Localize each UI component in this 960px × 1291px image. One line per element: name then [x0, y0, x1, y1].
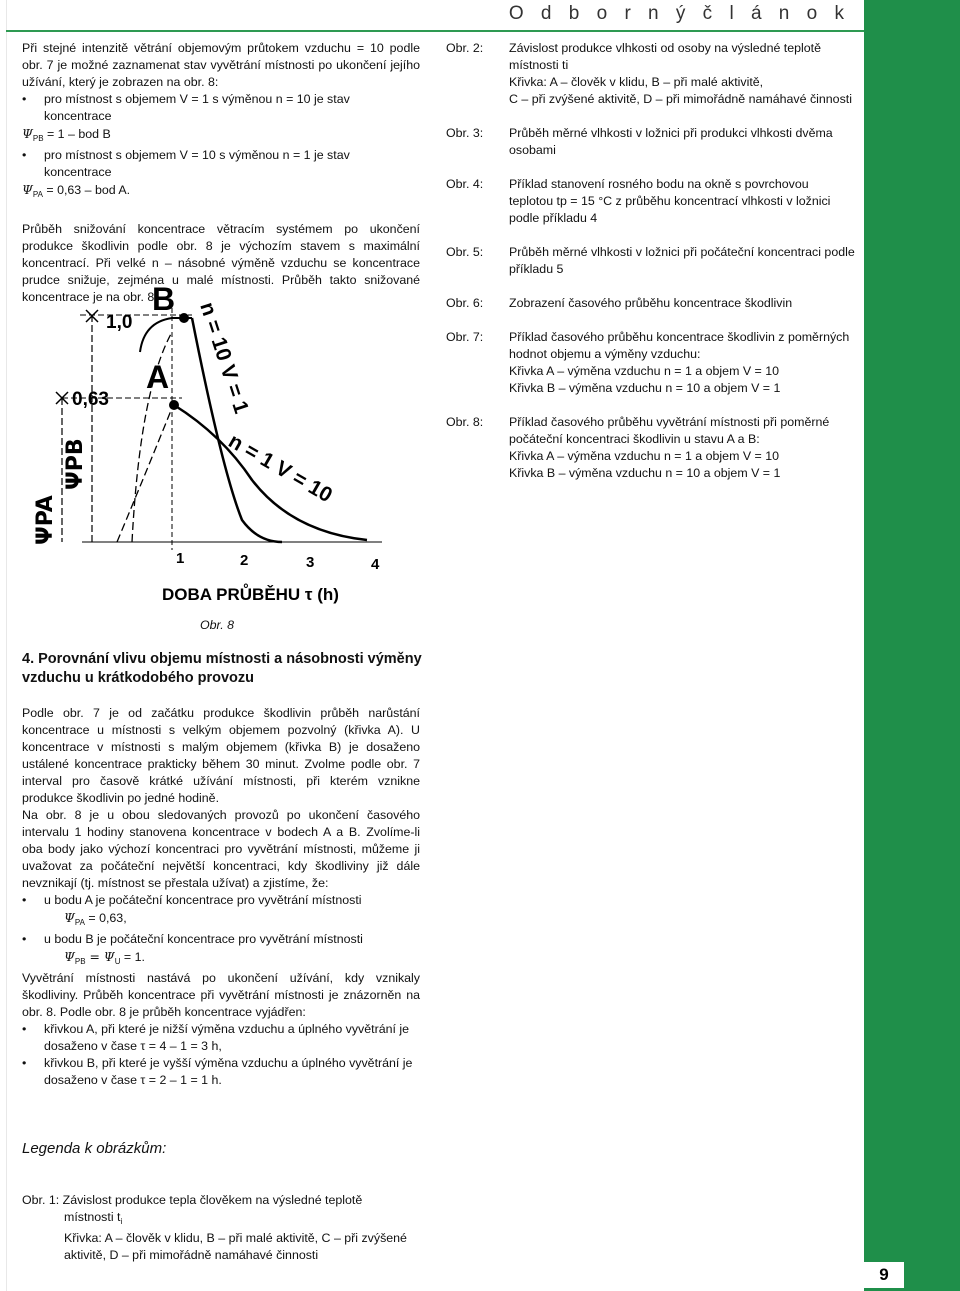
- bullet-item: [22, 892, 420, 909]
- caption-label: Obr. 7:: [446, 330, 484, 344]
- bullet-text: pro místnost s objemem V = 1 s výměnou n = 10 je stav koncentrace: [44, 92, 350, 123]
- x-tick-label: 1: [176, 550, 185, 567]
- y-tick-1: 1,0: [106, 312, 133, 333]
- section-header-title: O d b o r n ý č l á n o k: [508, 3, 850, 24]
- bullet-dot: •: [22, 1056, 27, 1070]
- label-a: A: [146, 359, 170, 395]
- legend-body: [22, 1192, 442, 1264]
- caption-label: Obr. 8:: [446, 415, 484, 429]
- caption-item: [446, 40, 856, 108]
- caption-item: [446, 414, 856, 482]
- x-tick-label: 3: [306, 554, 315, 571]
- x-axis-label: DOBA PRŮBĚHU τ (h): [162, 585, 339, 604]
- figure-obr-8: [22, 270, 420, 610]
- paragraph: Vyvětrání místnosti nastává po ukončení užívání, kdy vznikaly škodliviny. Průběh koncentrace při vyvětrání místnosti je znázorněn na obr. 8. Podle obr. 8 je průběh koncentrace vyjádřen:: [22, 971, 420, 1019]
- caption-label: Obr. 3:: [446, 126, 484, 140]
- caption-text: Příklad časového průběhu vyvětrání místnosti při poměrné počáteční koncentraci škodlivin u stavu A a B: Křivka A – výměna vzduchu n = 1 a objem V = 10 Křivka B – výměna vzduchu n = 10 a objem V = 1: [509, 415, 830, 480]
- right-caption-list: [446, 40, 856, 499]
- green-side-bar: [864, 0, 960, 1291]
- figure-caption: Obr. 8: [200, 618, 234, 632]
- label-psi-pb: ΨPB: [63, 438, 88, 490]
- caption-label: Obr. 2:: [446, 41, 484, 55]
- formula-line: $\Psi_{PB} = \Psi_U = 1$.: [64, 949, 145, 966]
- formula-line: $\Psi_{PA} = 0,63$ – bod A.: [22, 182, 131, 199]
- bullet-dot: •: [22, 1022, 27, 1036]
- header-rule: [6, 30, 864, 32]
- caption-text: Zobrazení časového průběhu koncentrace škodlivin: [509, 296, 793, 310]
- paragraph-intro: Při stejné intenzitě větrání objemovým průtokem vzduchu = 10 podle obr. 7 je možné zaznamenat stav vyvětrání místnosti po ukončení jejího užívání, který je zobrazen na obr. 8:: [22, 41, 420, 89]
- point-a: [169, 400, 179, 410]
- legend-line: Obr. 1: Závislost produkce tepla člověkem na výsledné teplotě: [22, 1193, 363, 1207]
- bullet-item: [22, 91, 420, 125]
- bullet-text: křivkou A, při které je nižší výměna vzduchu a úplného vyvětrání je dosaženo v čase τ = 4 – 1 = 3 h,: [44, 1022, 410, 1053]
- caption-label: Obr. 4:: [446, 177, 484, 191]
- bullet-text: u bodu B je počáteční koncentrace pro vyvětrání místnosti: [44, 932, 363, 946]
- bullet-text: u bodu A je počáteční koncentrace pro vyvětrání místnosti: [44, 893, 362, 907]
- caption-text: Průběh měrné vlhkosti v ložnici při počáteční koncentraci podle příkladu 5: [509, 245, 855, 276]
- section-body: [22, 705, 420, 1089]
- caption-text: Příklad časového průběhu koncentrace škodlivin z poměrných hodnot objemu a výměny vzduchu: Křivka A – výměna vzduchu n = 1 a objem V = 10 Křivka B – výměna vzduchu n = 10 a objem V = 1: [509, 330, 850, 395]
- rising-curve-a: [117, 408, 172, 542]
- caption-label: Obr. 6:: [446, 296, 484, 310]
- caption-text: Příklad stanovení rosného bodu na okně s povrchovou teplotou tp = 15 °C z průběhu koncentrací vlhkosti v ložnici podle příkladu 4: [509, 177, 831, 225]
- paragraph: Na obr. 8 je u obou sledovaných provozů po ukončení časového intervalu 1 hodiny stanovena koncentrace v bodech A a B. Zvolíme-li oba body jako výchozí koncentraci pro vyvětrání místnosti, můžeme ji uvažovat za počáteční největší koncentraci, kdy škodliviny již dále nevznikají (tj. místnost se přestala užívat) a zjistíme, že:: [22, 808, 420, 890]
- paragraph-decay: Průběh snižování koncentrace větracím systémem po ukončení produkce škodlivin podle obr. 8 je výchozím stavem s maximální koncentrací. Při velké n – násobné výměně vzduchu se koncentrace prudce snižuje, zejména u malé místnosti. Průběh takto snižované koncentrace je na obr. 8.: [22, 222, 420, 304]
- x-tick-label: 4: [371, 556, 380, 573]
- bullet-dot: •: [22, 148, 27, 162]
- legend-title: Legenda k obrázkům:: [22, 1140, 167, 1157]
- paragraph: Podle obr. 7 je od začátku produkce škodlivin průběh narůstání koncentrace u místnosti s velkým objemem pozvolný (křivka A). U koncentrace v místnosti s malým objemem (křivka B) je dosaženo ustálené koncentrace prakticky během 30 minut. Zvolme podle obr. 7 interval pro časově krátké užívání místnosti, při kterém vznikne produkce škodlivin po jedné hodině.: [22, 706, 420, 805]
- label-psi-pa: ΨPA: [33, 495, 58, 545]
- caption-item: [446, 125, 856, 159]
- curve-b-label: n = 10 V = 1: [195, 299, 253, 417]
- caption-item: [446, 244, 856, 278]
- curve-a-label: n = 1 V = 10: [224, 429, 337, 508]
- bullet-dot: •: [22, 893, 27, 907]
- caption-item: [446, 176, 856, 227]
- bullet-item: [22, 147, 420, 181]
- caption-text: Závislost produkce vlhkosti od osoby na výsledné teplotě místnosti ti Křivka: A – člověk v klidu, B – při malé aktivitě, C – při zvýšené aktivitě, D – při mimořádně namáhavé činnosti: [509, 41, 852, 106]
- label-b: B: [152, 281, 176, 317]
- left-margin-strip: [0, 0, 7, 1291]
- caption-item: [446, 329, 856, 397]
- bullet-item: [22, 931, 420, 948]
- x-tick-label: 2: [240, 552, 249, 569]
- legend-line: místnosti $t_i$: [64, 1210, 123, 1226]
- page-number: 9: [864, 1262, 904, 1288]
- legend-line: Křivka: A – člověk v klidu, B – při malé aktivitě, C – při zvýšené aktivitě, D – při mimořádně namáhavé činnosti: [64, 1231, 407, 1262]
- bullet-item: [22, 1021, 420, 1055]
- point-b: [179, 313, 189, 323]
- formula-line: $\Psi_{PA} = 0,63$,: [64, 910, 127, 927]
- bullet-dot: •: [22, 932, 27, 946]
- formula-line: $\Psi_{PB} = 1$ – bod B: [22, 126, 111, 143]
- plateau-b: [140, 318, 192, 352]
- y-tick-063: 0,63: [72, 389, 109, 410]
- caption-text: Průběh měrné vlhkosti v ložnici při produkci vlhkosti dvěma osobami: [509, 126, 833, 157]
- caption-item: [446, 295, 856, 312]
- section-heading: 4. Porovnání vlivu objemu místnosti a násobnosti výměny vzduchu u krátkodobého provozu: [22, 651, 422, 686]
- caption-label: Obr. 5:: [446, 245, 484, 259]
- bullet-text: pro místnost s objemem V = 10 s výměnou n = 1 je stav koncentrace: [44, 148, 350, 179]
- left-column-top: [22, 40, 420, 306]
- bullet-item: [22, 1055, 420, 1089]
- bullet-text: křivkou B, při které je vyšší výměna vzduchu a úplného vyvětrání je dosaženo v čase τ = 2 – 1 = 1 h.: [44, 1056, 413, 1087]
- bullet-dot: •: [22, 92, 27, 106]
